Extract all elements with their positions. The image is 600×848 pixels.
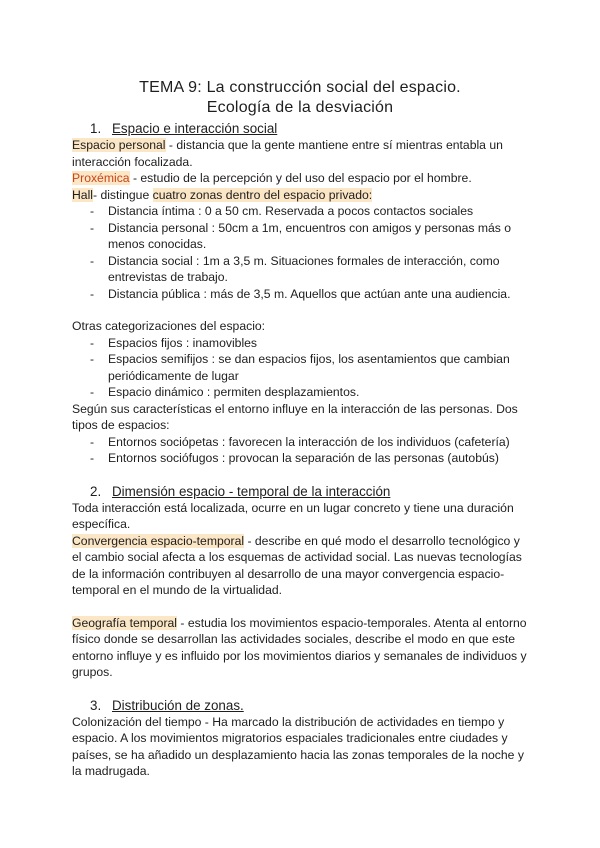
segun-paragraph: Según sus características el entorno influye en la interacción de las personas. Dos tipos de espacios: (72, 401, 518, 432)
geografia-term: Geografía temporal (72, 615, 178, 630)
list-dash: - (90, 335, 95, 350)
list-dash: - (90, 204, 95, 218)
list-item (72, 220, 528, 253)
zone-personal: Distancia personal : 50cm a 1m, encuentros con amigos y personas más o menos conocidas. (108, 220, 512, 251)
spacer (72, 681, 528, 697)
espacios-semifijos: Espacios semifijos : se dan espacios fijos, los asentamientos que cambian periódicamente de lugar (108, 352, 510, 383)
espacio-personal-definition: - distancia que la gente mantiene entre sí mientras entabla un interacción focalizada. (72, 138, 503, 169)
list-dash: - (90, 253, 95, 268)
list-item (72, 384, 528, 401)
spacer (72, 467, 528, 483)
section-1-number: 1. (90, 121, 102, 136)
list-item (72, 351, 528, 384)
section-3-heading (90, 697, 528, 714)
entornos-list (72, 434, 528, 467)
hall-highlight: cuatro zonas dentro del espacio privado: (152, 187, 373, 202)
list-item (72, 335, 528, 352)
espacio-dinamico: Espacio dinámico : permiten desplazamientos. (108, 385, 360, 399)
convergencia-definition: - describe en qué modo el desarrollo tecnológico y el cambio social afecta a los esquemas de actividad social. Las nuevas tecnologías de la información contribuyen al desarrollo de una mayor convergencia espacio-temporal en el mundo de la virtualidad. (72, 533, 522, 597)
geografia-paragraph (72, 615, 528, 681)
list-item (72, 450, 528, 467)
list-item (72, 286, 528, 303)
zone-publica: Distancia pública : más de 3,5 m. Aquellos que actúan ante una audiencia. (108, 286, 511, 301)
zone-social: Distancia social : 1m a 3,5 m. Situaciones formales de interacción, como entrevistas de trabajo. (108, 253, 500, 284)
zone-intima: Distancia íntima : 0 a 50 cm. Reservada a pocos contactos sociales (108, 204, 474, 218)
section-2-intro: Toda interacción está localizada, ocurre en un lugar concreto y tiene una duración específica. (72, 500, 514, 531)
section-1-heading (90, 120, 528, 137)
geografia-definition: - estudia los movimientos espacio-temporales. Atenta al entorno físico donde se desarrollan las actividades sociales, describe el modo en que este entorno influye y es influido por los movimientos diarios y semanales de individuos y grupos. (72, 615, 527, 679)
hall-paragraph (72, 187, 528, 204)
otras-intro: Otras categorizaciones del espacio: (72, 319, 266, 333)
list-dash: - (90, 434, 95, 449)
document-title: TEMA 9: La construcción social del espacio. (139, 79, 461, 96)
section-3-number: 3. (90, 697, 102, 713)
list-item (72, 253, 528, 286)
section-2-title: Dimensión espacio - temporal de la interacción (112, 483, 391, 499)
list-dash: - (90, 451, 95, 465)
spacer (72, 599, 528, 615)
zones-list (72, 203, 528, 302)
convergencia-term: Convergencia espacio-temporal (72, 533, 245, 548)
list-dash: - (90, 286, 95, 301)
list-dash: - (90, 220, 95, 235)
list-dash: - (90, 352, 95, 366)
list-dash: - (90, 385, 95, 399)
espacio-personal-term: Espacio personal (72, 138, 166, 152)
spacer (72, 302, 528, 318)
section-2-number: 2. (90, 483, 102, 499)
section-3-paragraph: Colonización del tiempo - Ha marcado la distribución de actividades en tiempo y espacio. A los movimientos migratorios espaciales tradicionales entre ciudades y países, se ha añadido un desplazamiento hacia las zonas temporales de la noche y la madrugada. (72, 714, 524, 778)
document-subtitle: Ecología de la desviación (206, 99, 394, 116)
list-item (72, 203, 528, 220)
section-3-title: Distribución de zonas. (112, 697, 244, 713)
espacios-fijos: Espacios fijos : inamovibles (108, 335, 258, 350)
list-item (72, 434, 528, 451)
proxemica-term: Proxémica (72, 171, 130, 185)
espacio-personal-paragraph (72, 137, 528, 170)
entornos-sociofugos: Entornos sociófugos : provocan la separación de las personas (autobús) (108, 451, 499, 465)
section-2-heading (90, 483, 528, 500)
proxemica-definition: - estudio de la percepción y del uso del espacio por el hombre. (129, 171, 472, 185)
proxemica-paragraph (72, 170, 528, 187)
convergencia-paragraph (72, 533, 528, 599)
hall-term: Hall (72, 187, 93, 202)
entornos-sociopetas: Entornos sociópetas : favorecen la interacción de los individuos (cafetería) (108, 434, 510, 449)
section-1-title: Espacio e interacción social (112, 121, 278, 136)
hall-connector: - distingue (93, 187, 153, 202)
otras-list (72, 335, 528, 401)
